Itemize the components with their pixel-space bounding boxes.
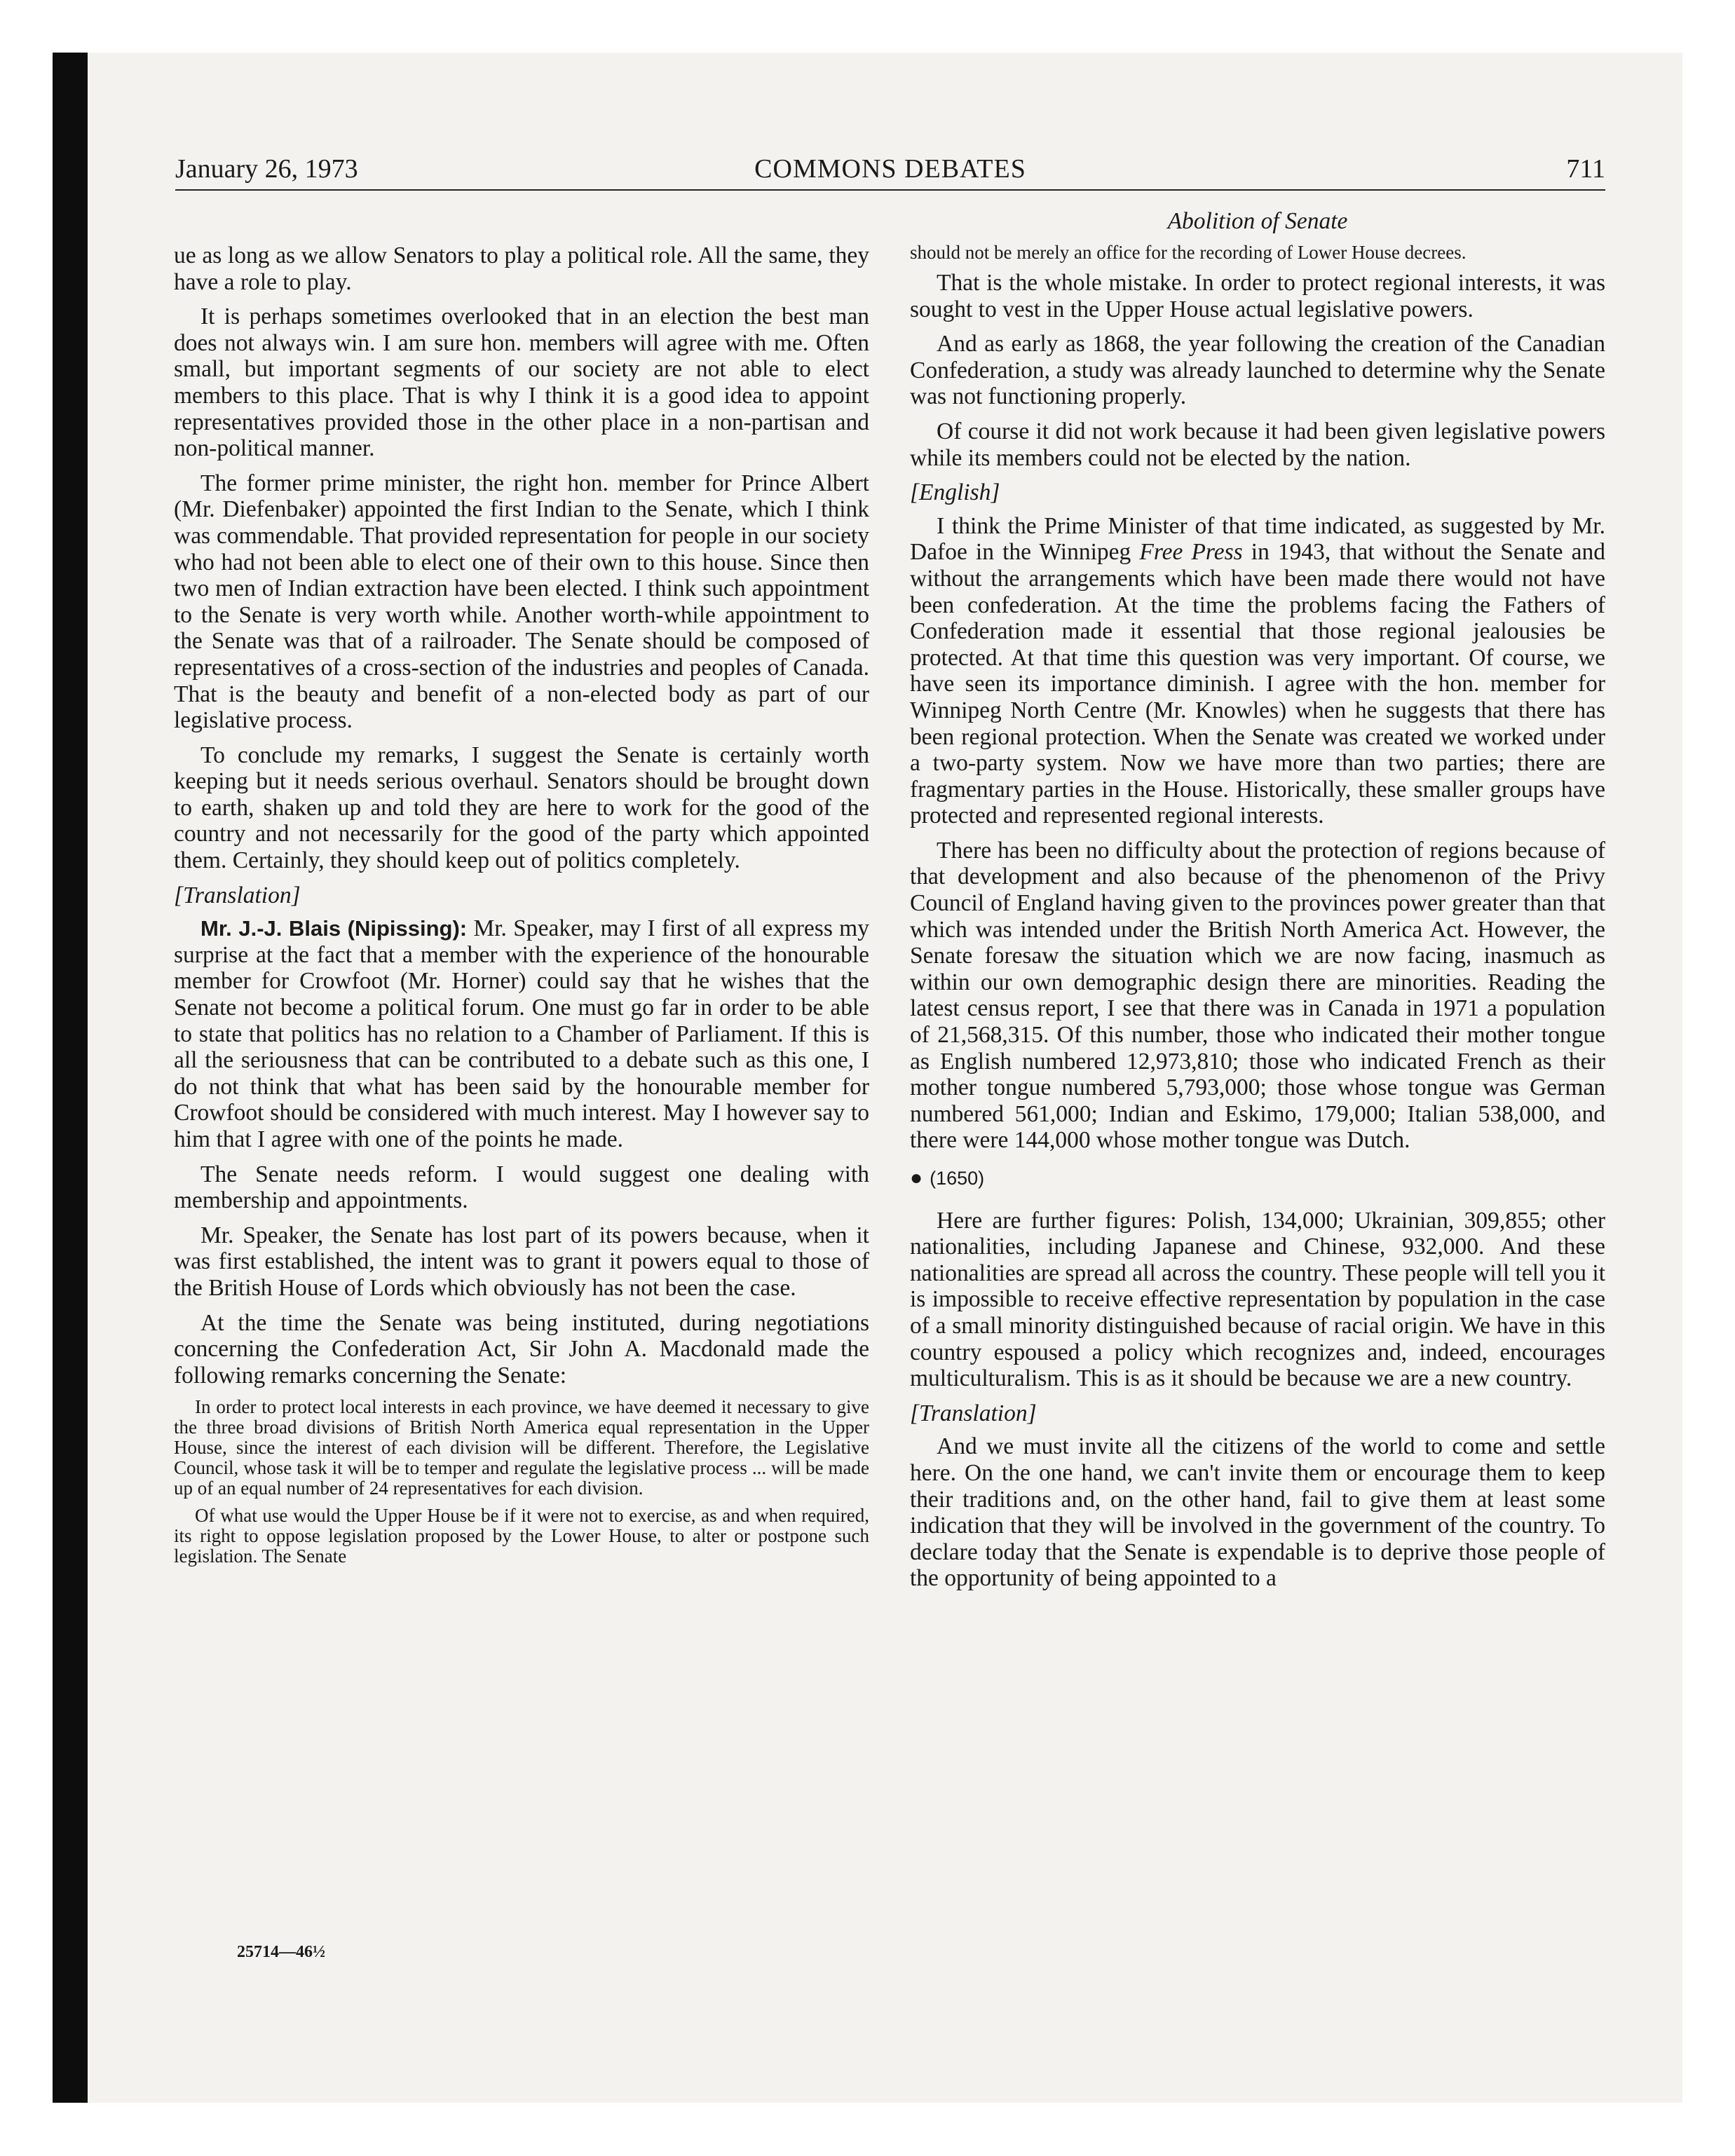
- paragraph: [910, 513, 1605, 829]
- block-quote: [174, 1397, 869, 1567]
- paragraph: [174, 915, 869, 1152]
- header-date: January 26, 1973: [175, 154, 358, 184]
- text-run: I think the Prime Minister of that time indicated, as suggested by Mr. Dafoe in the Winnipeg: [910, 512, 1605, 566]
- translation-label: [Translation]: [174, 882, 301, 908]
- paragraph: It is perhaps sometimes overlooked that in an election the best man does not always win. I am sure hon. members will agree with me. Often small, but important segments of our society are not able to elect members to this place. That is why I think it is a good idea to appoint representatives provided those in the other place in a non-partisan and non-political manner.: [174, 303, 869, 462]
- translation-label: [Translation]: [910, 1400, 1037, 1426]
- section-heading: Abolition of Senate: [1167, 208, 1348, 234]
- paragraph: At the time the Senate was being instituted, during negotiations concerning the Confederation Act, Sir John A. Macdonald made the following remarks concerning the Senate:: [174, 1309, 869, 1389]
- paragraph: That is the whole mistake. In order to protect regional interests, it was sought to vest in the Upper House actual legislative powers.: [910, 270, 1605, 322]
- newspaper-title: Free Press: [1139, 539, 1243, 566]
- timestamp: [910, 1165, 1605, 1192]
- text-run: in 1943, that without the Senate and without the arrangements which have been made there would not have been confederation. At the time the problems facing the Fathers of Confederation made it essential that those regional jealousies be protected. At that time this question was very important. Of course, we have seen its importance diminish. I agree with the hon. member for Winnipeg North Centre (Mr. Knowles) when he suggests that there has been regional protection. When the Senate was created we worked under a two-party system. Now we have more than two parties; there are fragmentary parties in the House. Historically, these smaller groups have protected and represented regional interests.: [910, 539, 1605, 829]
- scan-edge-bar: [53, 53, 88, 2103]
- paragraph: And as early as 1868, the year following the creation of the Canadian Confederation, a study was already launched to determine why the Senate was not functioning properly.: [910, 331, 1605, 410]
- paragraph: To conclude my remarks, I suggest the Senate is certainly worth keeping but it needs serious overhaul. Senators should be brought down to earth, shaken up and told they are here to work for the good of the country and not necessarily for the good of the party which appointed them. Certainly, they should keep out of politics completely.: [174, 742, 869, 874]
- bullet-icon: ●: [910, 1166, 923, 1189]
- quote-paragraph: Of what use would the Upper House be if it were not to exercise, as and when required, its right to oppose legislation proposed by the Lower House, to alter or postpone such legislation. The Senate: [174, 1505, 869, 1567]
- page-number: 711: [1566, 154, 1605, 184]
- left-column: [174, 243, 869, 1574]
- english-label: [English]: [910, 479, 1000, 506]
- printer-mark: 25714—46½: [237, 1943, 325, 1961]
- header-title: COMMONS DEBATES: [754, 154, 1026, 184]
- page-header: [175, 153, 1605, 191]
- paragraph: And we must invite all the citizens of the world to come and settle here. On the one hand, we can't invite them or encourage them to keep their traditions and, on the other hand, fail to give them at least some indication that they will be involved in the government of the country. To declare today that the Senate is expendable is to deprive those people of the opportunity of being appointed to a: [910, 1433, 1605, 1592]
- quote-paragraph: should not be merely an office for the recording of Lower House decrees.: [910, 242, 1467, 263]
- speech-text: Mr. Speaker, may I first of all express my surprise at the fact that a member with the experience of the honourable member for Crowfoot (Mr. Horner) could say that he wishes that the Senate not become a political forum. One must go far in order to be able to state that politics has no relation to a Chamber of Parliament. If this is all the seriousness that can be contributed to a debate such as this one, I do not think that what has been said by the honourable member for Crowfoot should be considered with much interest. May I however say to him that I agree with one of the points he made.: [174, 915, 869, 1152]
- paragraph: Here are further figures: Polish, 134,000; Ukrainian, 309,855; other nationalities, including Japanese and Chinese, 932,000. And these nationalities are spread all across the country. These people will tell you it is impossible to receive effective representation by population in the case of a small minority distinguished because of racial origin. We have in this country espoused a policy which recognizes and, indeed, encourages multiculturalism. This is as it should be because we are a new country.: [910, 1207, 1605, 1392]
- paragraph: The former prime minister, the right hon. member for Prince Albert (Mr. Diefenbaker) appointed the first Indian to the Senate, which I think was commendable. That provided representation for people in our society who had not been able to elect one of their own to this house. Since then two men of Indian extraction have been elected. I think such appointment to the Senate is very worth while. Another worth-while appointment to the Senate was that of a railroader. The Senate should be composed of representatives of a cross-section of the industries and peoples of Canada. That is the beauty and benefit of a non-elected body as part of our legislative process.: [174, 470, 869, 734]
- paragraph: There has been no difficulty about the protection of regions because of that development and also because of the phenomenon of the Privy Council of England having given to the provinces power greater than that which was intended under the British North America Act. However, the Senate foresaw the situation which we are now facing, inasmuch as within our own demographic design there are minorities. Reading the latest census report, I see that there was in Canada in 1971 a population of 21,568,315. Of this number, those who indicated their mother tongue as English numbered 12,973,810; those who indicated French as their mother tongue numbered 5,793,000; those whose tongue was German numbered 561,000; Indian and Eskimo, 179,000; Italian 538,000, and there were 144,000 whose mother tongue was Dutch.: [910, 837, 1605, 1154]
- paragraph: Mr. Speaker, the Senate has lost part of its powers because, when it was first established, the intent was to grant it powers equal to those of the British House of Lords which obviously has not been the case.: [174, 1222, 869, 1301]
- paragraph: Of course it did not work because it had been given legislative powers while its members could not be elected by the nation.: [910, 418, 1605, 471]
- quote-paragraph: In order to protect local interests in each province, we have deemed it necessary to give the three broad divisions of British North America equal representation in the Upper House, since the interest of each division will be different. Therefore, the Legislative Council, whose task it will be to temper and regulate the legislative process ... will be made up of an equal number of 24 representatives for each division.: [174, 1396, 869, 1499]
- paragraph: ue as long as we allow Senators to play a political role. All the same, they have a role to play.: [174, 243, 869, 295]
- timestamp-text: (1650): [930, 1168, 985, 1189]
- paragraph: The Senate needs reform. I would suggest one dealing with membership and appointments.: [174, 1161, 869, 1214]
- block-quote-continued: [910, 243, 1605, 263]
- right-column: [910, 243, 1605, 1600]
- speaker-name: Mr. J.-J. Blais (Nipissing):: [200, 916, 468, 941]
